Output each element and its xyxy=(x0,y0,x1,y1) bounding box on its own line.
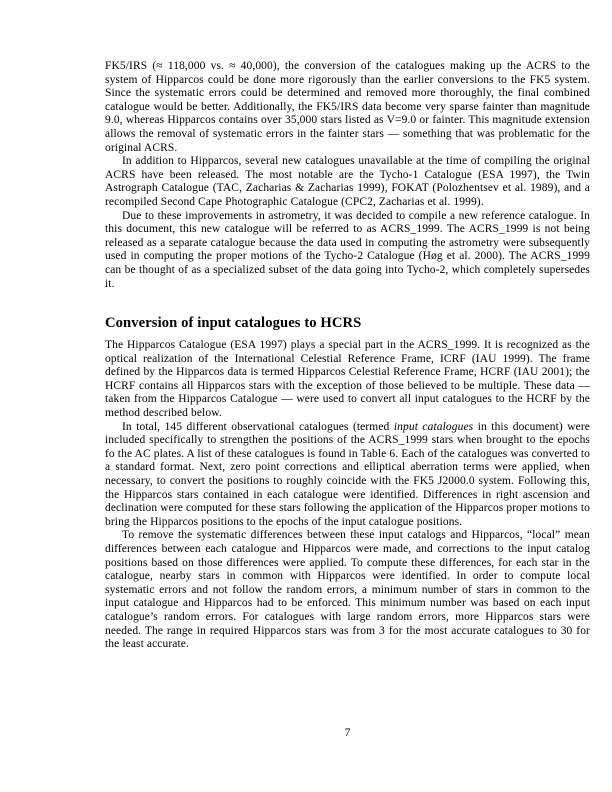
body-paragraph-4: The Hipparcos Catalogue (ESA 1997) plays a special part in the ACRS_1999. It is recognized as the optical realization of the International Celestial Reference Frame, ICRF (IAU 1999). The frame defined by the Hipparcos data is termed Hipparcos Celestial Reference Frame, HCRF (IAU 2001); the HCRF contains all Hipparcos stars with the exception of those believed to be multiple. These data — taken from the Hipparcos Catalogue — were used to convert all input catalogues to the HCRF by the method described below. xyxy=(105,339,590,420)
paragraph-5-italic-term: input catalogues xyxy=(393,420,474,433)
body-paragraph-1: FK5/IRS (≈ 118,000 vs. ≈ 40,000), the conversion of the catalogues making up the ACRS to the system of Hipparcos could be done more rigorously than the earlier conversions to the FK5 system. Since the systematic errors could be determined and removed more thoroughly, the final combined catalogue would be better. Additionally, the FK5/IRS data become very sparse fainter than magnitude 9.0, whereas Hipparcos contains over 35,000 stars listed as V=9.0 or fainter. This magnitude extension allows the removal of systematic errors in the fainter stars — something that was problematic for the original ACRS. xyxy=(105,60,590,154)
body-paragraph-5 xyxy=(105,421,590,530)
text-column xyxy=(105,60,590,652)
section-heading: Conversion of input catalogues to HCRS xyxy=(105,315,362,332)
paragraph-5-text-pre: In total, 145 different observational catalogues (termed xyxy=(122,420,394,433)
paragraph-5-text-post: in this document) were included specifically to strengthen the positions of the ACRS_1999 stars when brought to the epochs fo the AC plates. A list of these catalogues is found in Table 6. Each of the catalogues was converted to a standard format. Next, zero point corrections and elliptical aberration terms were applied, when necessary, to convert the positions to roughly coincide with the FK5 J2000.0 system. Following this, the Hipparcos stars contained in each catalogue were identified. Differences in right ascension and declination were computed for these stars following the application of the Hipparcos proper motions to bring the Hipparcos positions to the epochs of the input catalogue positions. xyxy=(105,420,590,528)
page-number: 7 xyxy=(344,727,351,739)
body-paragraph-3: Due to these improvements in astrometry, it was decided to compile a new reference catalogue. In this document, this new catalogue will be referred to as ACRS_1999. The ACRS_1999 is not being released as a separate catalogue because the data used in computing the astrometry were subsequently used in computing the proper motions of the Tycho-2 Catalogue (Høg et al. 2000). The ACRS_1999 can be thought of as a specialized subset of the data going into Tycho-2, which completely supersedes it. xyxy=(105,209,590,290)
body-paragraph-2: In addition to Hipparcos, several new catalogues unavailable at the time of compiling the original ACRS have been released. The most notable are the Tycho-1 Catalogue (ESA 1997), the Twin Astrograph Catalogue (TAC, Zacharias & Zacharias 1999), FOKAT (Polozhentsev et al. 1989), and a recompiled Second Cape Photographic Catalogue (CPC2, Zacharias et al. 1999). xyxy=(105,155,590,208)
body-paragraph-6: To remove the systematic differences between these input catalogs and Hipparcos, “local” mean differences between each catalogue and Hipparcos were made, and corrections to the input catalog positions based on those differences were applied. To compute these differences, for each star in the catalogue, nearby stars in common with Hipparcos were identified. In order to compute local systematic errors and not follow the random errors, a minimum number of stars in common to the input catalogue and Hipparcos had to be enforced. This minimum number was based on each input catalogue’s random errors. For catalogues with large random errors, more Hipparcos stars were needed. The range in required Hipparcos stars was from 3 for the most accurate catalogues to 30 for the least accurate. xyxy=(105,529,590,651)
